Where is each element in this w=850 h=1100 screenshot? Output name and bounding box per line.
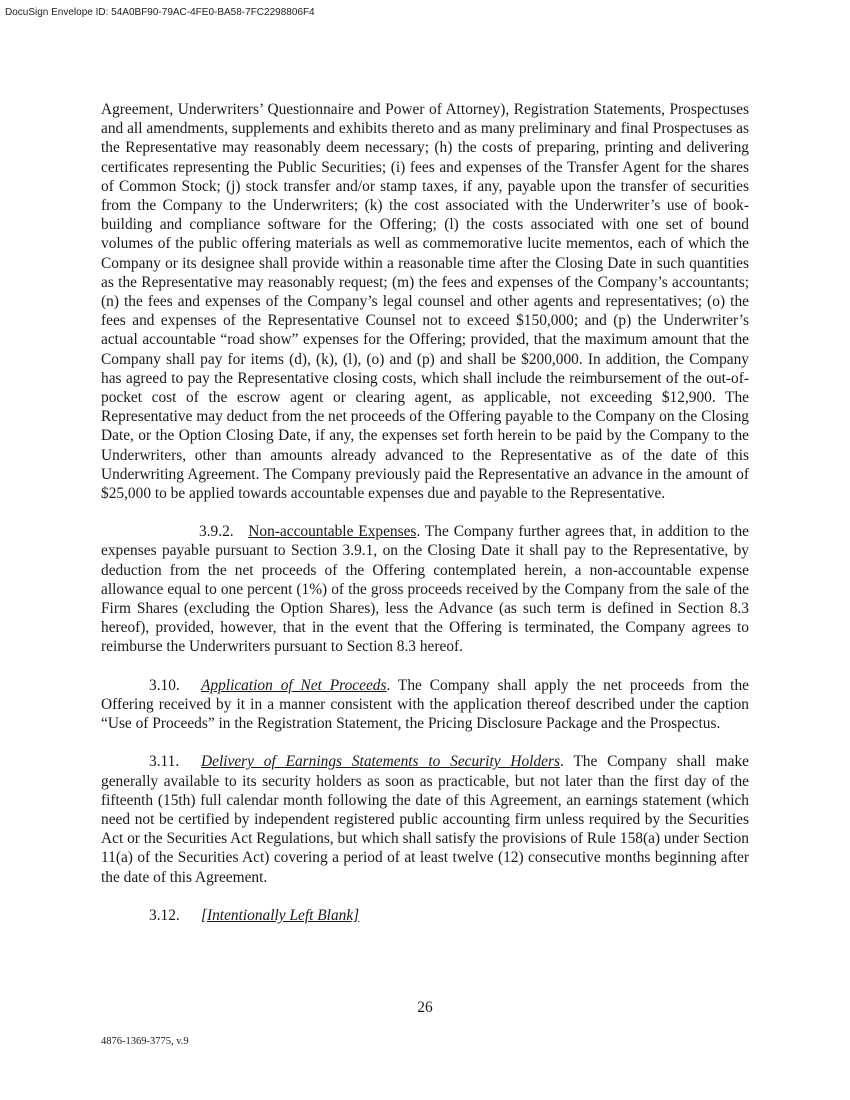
- document-id: 4876-1369-3775, v.9: [101, 1036, 189, 1047]
- section-number: 3.12.: [149, 906, 180, 924]
- section-heading: Delivery of Earnings Statements to Security Holders: [201, 753, 560, 771]
- section-number: 3.9.2.: [199, 523, 234, 541]
- docusign-envelope-id: DocuSign Envelope ID: 54A0BF90-79AC-4FE0-BA58-7FC2298806F4: [5, 7, 315, 18]
- section-3-9-2: [101, 522, 749, 656]
- section-text: . The Company further agrees that, in addition to the expenses payable pursuant to Section 3.9.1, on the Closing Date it shall pay to the Representative, by deduction from the net proceeds of the Offering contemplated herein, a non-accountable expense allowance equal to one percent (1%) of the gross proceeds received by the Company from the sale of the Firm Shares (excluding the Option Shares), less the Advance (as such term is defined in Section 8.3 hereof), provided, however, that in the event that the Offering is terminated, the Company agrees to reimburse the Underwriters pursuant to Section 8.3 hereof.: [101, 523, 750, 656]
- section-heading: Application of Net Proceeds: [201, 676, 387, 694]
- section-3-11: [101, 752, 749, 886]
- section-number: 3.11.: [149, 753, 180, 771]
- section-heading: Non-accountable Expenses: [248, 523, 417, 541]
- page-number: 26: [417, 999, 433, 1016]
- section-heading: [Intentionally Left Blank]: [201, 906, 360, 924]
- section-text: . The Company shall apply the net proceeds from the Offering received by it in a manner consistent with the application thereof described under the caption “Use of Proceeds” in the Registration Statement, the Pricing Disclosure Package and the Prospectus.: [101, 676, 749, 733]
- section-3-10: [101, 676, 749, 734]
- section-3-12: [101, 906, 749, 925]
- paragraph-expenses-continued: Agreement, Underwriters’ Questionnaire and Power of Attorney), Registration Statements, Prospectuses and all amendments, supplements and exhibits thereto and as many preliminary and final Prospectuses as the Representative may reasonably deem necessary; (h) the costs of preparing, printing and delivering certificates representing the Public Securities; (i) fees and expenses of the Transfer Agent for the shares of Common Stock; (j) stock transfer and/or stamp taxes, if any, payable upon the transfer of securities from the Company to the Underwriters; (k) the cost associated with the Underwriter’s use of book-building and compliance software for the Offering; (l) the costs associated with one set of bound volumes of the public offering materials as well as commemorative lucite mementos, each of which the Company or its designee shall provide within a reasonable time after the Closing Date in such quantities as the Representative may reasonably request; (m) the fees and expenses of the Company’s accountants; (n) the fees and expenses of the Company’s legal counsel and other agents and representatives; (o) the fees and expenses of the Representative Counsel not to exceed $150,000; and (p) the Underwriter’s actual accountable “road show” expenses for the Offering; provided, that the maximum amount that the Company shall pay for items (d), (k), (l), (o) and (p) and shall be $200,000. In addition, the Company has agreed to pay the Representative closing costs, which shall include the reimbursement of the out-of-pocket cost of the escrow agent or clearing agent, as applicable, not exceeding $12,900. The Representative may deduct from the net proceeds of the Offering payable to the Company on the Closing Date, or the Option Closing Date, if any, the expenses set forth herein to be paid by the Company to the Underwriters, other than amounts already advanced to the Representative as of the date of this Underwriting Agreement. The Company previously paid the Representative an advance in the amount of $25,000 to be applied towards accountable expenses due and payable to the Representative.: [101, 101, 749, 503]
- section-number: 3.10.: [149, 676, 180, 694]
- document-body: [101, 100, 749, 925]
- section-text: . The Company shall make generally available to its security holders as soon as practicable, but not later than the first day of the fifteenth (15th) full calendar month following the date of this Agreement, an earnings statement (which need not be certified by independent registered public accounting firm unless required by the Securities Act or the Securities Act Regulations, but which shall satisfy the provisions of Rule 158(a) under Section 11(a) of the Securities Act) covering a period of at least twelve (12) consecutive months beginning after the date of this Agreement.: [101, 753, 749, 886]
